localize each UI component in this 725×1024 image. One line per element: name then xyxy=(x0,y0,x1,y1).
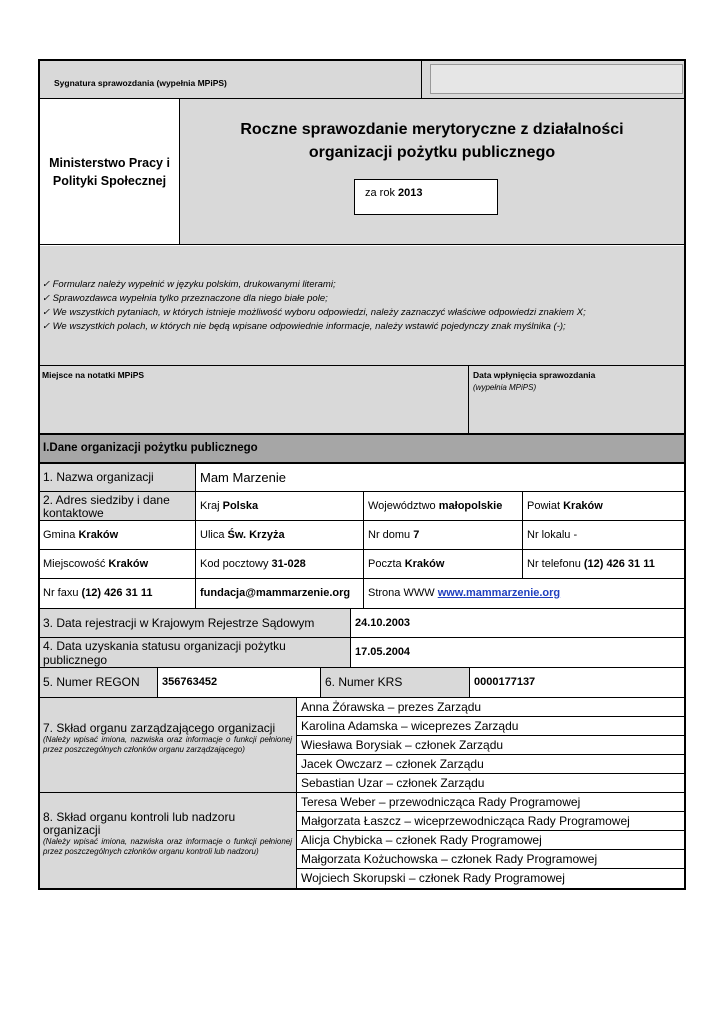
q3-label: 3. Data rejestracji w Krajowym Rejestrze Sądowym xyxy=(38,608,351,638)
instruction-item: ✓ We wszystkich polach, w których nie będą wpisane odpowiednie informacje, należy wstawić pojedynczy znak myślnika (-); xyxy=(42,321,566,332)
kod-field[interactable]: Kod pocztowy 31-028 xyxy=(195,549,364,579)
q2-label: 2. Adres siedziby i dane kontaktowe xyxy=(38,491,196,521)
q4-label: 4. Data uzyskania statusu organizacji pożytku publicznego xyxy=(38,637,351,668)
q8-member[interactable]: Alicja Chybicka – członek Rady Programowej xyxy=(296,830,686,850)
q3-value[interactable]: 24.10.2003 xyxy=(350,608,686,638)
signature-row xyxy=(40,61,684,99)
instruction-item: ✓ Formularz należy wypełnić w języku polskim, drukowanymi literami; xyxy=(42,279,336,290)
year-prefix: za rok xyxy=(365,187,395,199)
date-received-sub: (wypełnia MPiPS) xyxy=(473,383,537,392)
q7-member[interactable]: Anna Żórawska – prezes Zarządu xyxy=(296,697,686,717)
fax-field[interactable]: Nr faxu (12) 426 31 11 xyxy=(38,578,196,609)
date-received-label: Data wpłynięcia sprawozdania xyxy=(473,370,596,380)
q5-label: 5. Numer REGON xyxy=(38,667,158,698)
q7-label-cell xyxy=(38,697,297,793)
ministry-cell xyxy=(40,99,180,245)
q8-member[interactable]: Małgorzata Łaszcz – wiceprzewodnicząca Rady Programowej xyxy=(296,811,686,831)
notes-row xyxy=(40,366,684,433)
report-title-1: Roczne sprawozdanie merytoryczne z działalności xyxy=(240,121,624,138)
signature-box[interactable] xyxy=(421,61,684,98)
notes-label: Miejsce na notatki MPiPS xyxy=(42,370,145,380)
q1-label: 1. Nazwa organizacji xyxy=(38,463,196,492)
powiat-field[interactable]: Powiat Kraków xyxy=(522,491,686,521)
lokal-field[interactable]: Nr lokalu - xyxy=(522,520,686,550)
section-title: I.Dane organizacji pożytku publicznego xyxy=(43,442,258,454)
q8-member[interactable]: Teresa Weber – przewodnicząca Rady Programowej xyxy=(296,792,686,812)
instruction-item: ✓ Sprawozdawca wypełnia tylko przeznaczone dla niego białe pole; xyxy=(42,293,328,304)
instructions xyxy=(40,246,684,366)
section-header xyxy=(38,433,686,463)
www-link[interactable]: www.mammarzenie.org xyxy=(437,587,561,599)
title-cell xyxy=(180,99,684,245)
q4-value[interactable]: 17.05.2004 xyxy=(350,637,686,668)
telefon-field[interactable]: Nr telefonu (12) 426 31 11 xyxy=(522,549,686,579)
date-received-cell xyxy=(468,366,684,433)
q8-label-cell xyxy=(38,792,297,889)
q7-member[interactable]: Wiesława Borysiak – członek Zarządu xyxy=(296,735,686,755)
q8-member[interactable]: Wojciech Skorupski – członek Rady Programowej xyxy=(296,868,686,889)
signature-label: Sygnatura sprawozdania (wypełnia MPiPS) xyxy=(54,78,227,88)
kraj-field[interactable]: Kraj Polska xyxy=(195,491,364,521)
miejscowosc-field[interactable]: Miejscowość Kraków xyxy=(38,549,196,579)
q7-member[interactable]: Karolina Adamska – wiceprezes Zarządu xyxy=(296,716,686,736)
www-field[interactable]: Strona WWW www.mammarzenie.org xyxy=(363,578,686,609)
year-value: 2013 xyxy=(398,187,423,199)
ulica-field[interactable]: Ulica Św. Krzyża xyxy=(195,520,364,550)
ministry-name: Ministerstwo Pracy i Polityki Społecznej xyxy=(49,155,170,188)
q5-value[interactable]: 356763452 xyxy=(157,667,321,698)
q6-label: 6. Numer KRS xyxy=(320,667,470,698)
year-box[interactable] xyxy=(354,179,498,215)
q7-sub: (Należy wpisać imiona, nazwiska oraz informacje o funkcji pełnionej przez poszczególnych członków organu zarządzającego) xyxy=(43,735,292,754)
gmina-field[interactable]: Gmina Kraków xyxy=(38,520,196,550)
q1-value[interactable]: Mam Marzenie xyxy=(195,463,686,492)
q8-label: 8. Skład organu kontroli lub nadzoru organizacji xyxy=(43,810,236,837)
email-field[interactable]: fundacja@mammarzenie.org xyxy=(195,578,364,609)
instruction-item: ✓ We wszystkich pytaniach, w których istnieje możliwość wyboru odpowiedzi, należy zaznaczyć właściwe odpowiedzi znakiem X; xyxy=(42,307,586,318)
q8-sub: (Należy wpisać imiona, nazwiska oraz informacje o funkcji pełnionej przez poszczególnych członków organu kontroli lub nadzoru) xyxy=(43,837,292,856)
q7-label: 7. Skład organu zarządzającego organizacji xyxy=(43,721,276,735)
poczta-field[interactable]: Poczta Kraków xyxy=(363,549,523,579)
q8-member[interactable]: Małgorzata Kożuchowska – członek Rady Programowej xyxy=(296,849,686,869)
q7-member[interactable]: Sebastian Uzar – członek Zarządu xyxy=(296,773,686,793)
q6-value[interactable]: 0000177137 xyxy=(469,667,686,698)
q7-member[interactable]: Jacek Owczarz – członek Zarządu xyxy=(296,754,686,774)
dom-field[interactable]: Nr domu 7 xyxy=(363,520,523,550)
woj-field[interactable]: Województwo małopolskie xyxy=(363,491,523,521)
report-title-2: organizacji pożytku publicznego xyxy=(308,144,556,161)
